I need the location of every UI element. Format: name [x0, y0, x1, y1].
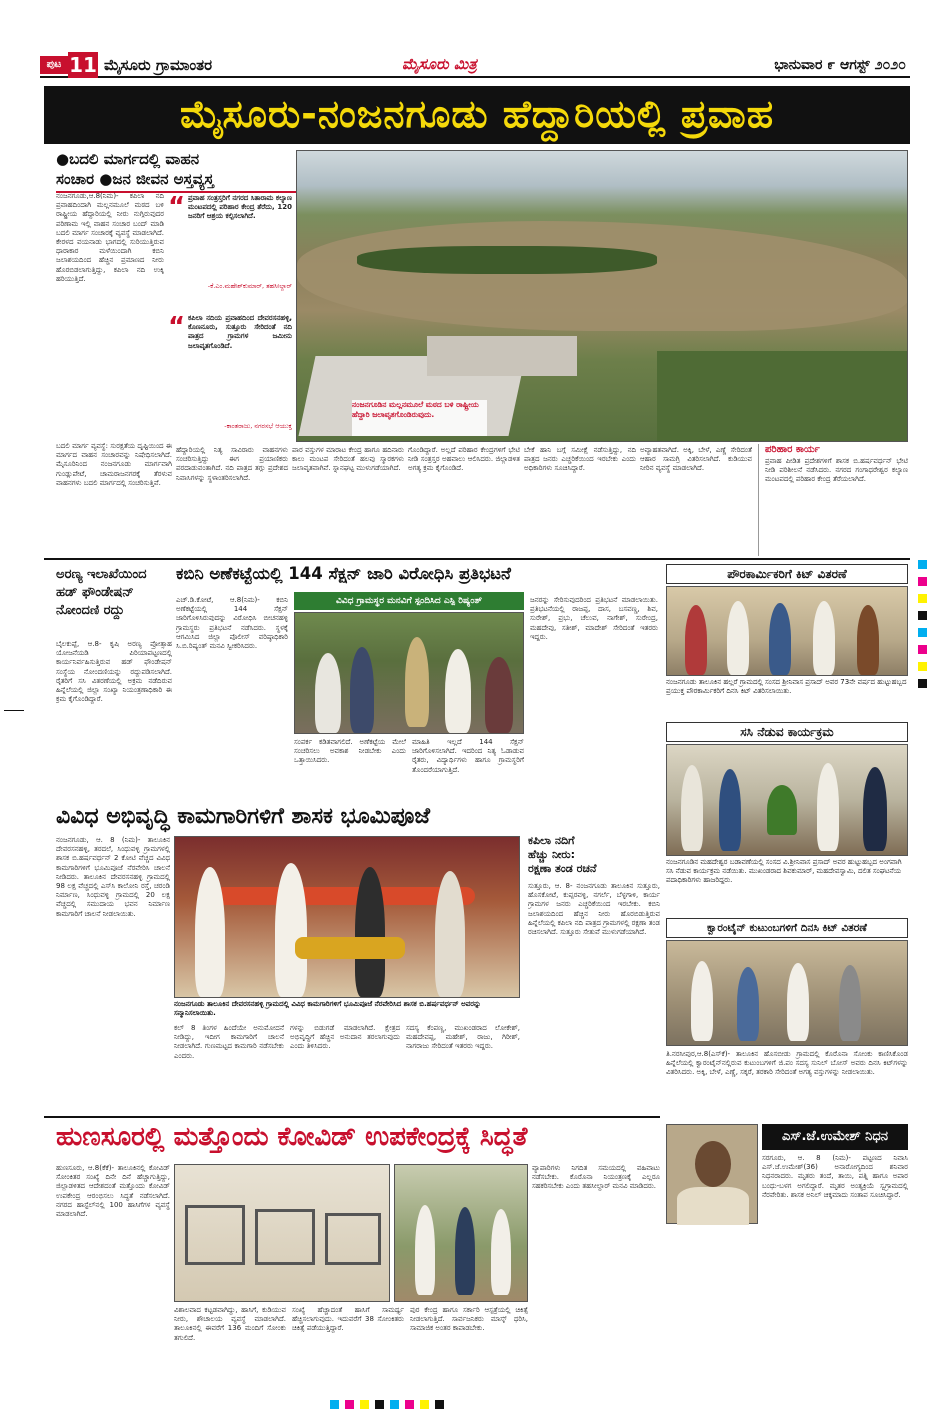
page-number: 11: [69, 53, 97, 77]
person-figure: [435, 871, 465, 997]
person-figure: [727, 601, 749, 675]
cyan-swatch: [390, 1400, 399, 1409]
kapila-headline-line-1: ಕಪಿಲಾ ನದಿಗೆ: [528, 834, 575, 847]
quote-2-box: [168, 314, 294, 438]
quote-2-text: ಕಪಿಲಾ ನದಿಯ ಪ್ರವಾಹದಿಂದ ದೇವರಸನಹಳ್ಳಿ, ಕೊಣನೂರು, ಸುತ್ತೂರು ಸೇರಿದಂತೆ ನದಿ ಪಾತ್ರದ ಗ್ರಾಮಗಳ ಜಮೀನು ಜಲಾವೃತಗೊಂಡಿದೆ.: [188, 314, 292, 350]
works-col-3: ಗಳನ್ನು ಬಿಡುಗಡೆ ಮಾಡಲಾಗಿದೆ. ಕ್ಷೇತ್ರದ ಅಭಿವೃದ್ಧಿಗೆ ಹೆಚ್ಚಿನ ಅನುದಾನ ತರಲಾಗುವುದು ಎಂದು ತಿಳಿಸಿದರು.: [290, 1024, 400, 1051]
protest-photo: [294, 612, 524, 734]
black-swatch: [918, 611, 927, 620]
black-swatch: [435, 1400, 444, 1409]
flood-photo-caption: ನಂಜನಗೂಡಿನ ಮಲ್ಲನಮೂಲೆ ಮಠದ ಬಳಿ ರಾಷ್ಟ್ರೀಯ ಹೆದ್ದಾರಿ ಜಲಾವೃತಗೊಂಡಿರುವುದು.: [352, 400, 487, 436]
person-figure: [769, 603, 791, 675]
person-figure: [415, 1205, 435, 1295]
magenta-swatch: [918, 645, 927, 654]
cyan-swatch: [330, 1400, 339, 1409]
relief-sidebar-title: ಪರಿಹಾರ ಕಾರ್ಯ: [765, 444, 820, 455]
lead-col-6: ಬೇಕೆ ಹಾನಿ ಬಗ್ಗೆ ಸಮೀಕ್ಷೆ ನಡೆಸುತ್ತಿದ್ದು, ನದಿ ಪಾತ್ರದ ಜನರು ಎಚ್ಚರಿಕೆಯಿಂದ ಇರಬೇಕು ಎಂದು ಅಧಿಕಾರಿಗಳು ಸೂಚಿಸಿದ್ದಾರೆ.: [524, 446, 636, 473]
sapling-title: ಸಸಿ ನೆಡುವ ಕಾರ್ಯಕ್ರಮ: [666, 722, 908, 742]
sapling-caption: ನಂಜನಗೂಡಿನ ಮಹದೇಶ್ವರ ಬಡಾವಣೆಯಲ್ಲಿ ಸಂಸದ ವಿ.ಶ್ರೀನಿವಾಸ ಪ್ರಸಾದ್ ಅವರ ಹುಟ್ಟುಹಬ್ಬದ ಅಂಗವಾಗಿ ಸಸಿ ನೆಡುವ ಕಾರ್ಯಕ್ರಮ ನಡೆಯಿತು. ಮುಖಂಡರಾದ ಶಿವಕುಮಾರ್, ಮಹದೇವಸ್ವಾಮಿ, ದಲಿತ ಸಂಘಟನೆಯ ಪದಾಧಿಕಾರಿಗಳು ಹಾಜರಿದ್ದರು.: [666, 858, 908, 914]
person-figure: [275, 863, 307, 997]
page-label: ಪುಟ: [40, 56, 68, 74]
masthead-logo: ಮೈಸೂರು ಮಿತ್ರ: [402, 55, 477, 73]
officer-figure: [405, 637, 429, 727]
officials-photo: [394, 1164, 528, 1302]
obituary-title: ಎಸ್.ಜೆ.ಉಮೇಶ್ ನಿಧನ: [762, 1124, 908, 1150]
works-col-4: ಸದಸ್ಯ ಕೆಂಪಣ್ಣ, ಮುಖಂಡರಾದ ಲೋಕೇಶ್, ಮಹದೇವಪ್ಪ, ಮಹೇಶ್, ರಾಜು, ಗಿರೀಶ್, ನಾಗರಾಜು ಸೇರಿದಂತೆ ಇತರರು ಇದ್ದರು.: [406, 1024, 520, 1051]
pourakarmika-caption: ನಂಜನಗೂಡು ತಾಲೂಕಿನ ಹಲ್ಲರೆ ಗ್ರಾಮದಲ್ಲಿ ಸಂಸದ ಶ್ರೀನಿವಾಸ ಪ್ರಸಾದ್ ಅವರ 73ನೇ ವರ್ಷದ ಹುಟ್ಟುಹಬ್ಬದ ಪ್ರಯುಕ್ತ ಪೌರಕಾರ್ಮಿಕರಿಗೆ ದಿನಸಿ ಕಿಟ್ ವಿತರಿಸಲಾಯಿತು.: [666, 678, 908, 718]
covid-col-5: ವ್ಯಾಪಾರಿಗಳು ನಿಗದಿತ ಸಮಯದಲ್ಲಿ ವಹಿವಾಟು ನಡೆಸಬೇಕು. ಕೊರೊನಾ ನಿಯಂತ್ರಣಕ್ಕೆ ಎಲ್ಲರೂ ಸಹಕರಿಸಬೇಕು ಎಂದು ತಹಸೀಲ್ದಾರ್ ಮನವಿ ಮಾಡಿದರು.: [532, 1164, 660, 1191]
kapila-body: ಸುತ್ತೂರು, ಆ. 8- ನಂಜನಗೂಡು ತಾಲೂಕಿನ ಸುತ್ತೂರು, ಹೊಸಕೋಟೆ, ಕುಪ್ಪರವಳ್ಳಿ, ನಗರ್ಲೆ, ಬೆಳ್ಳಗಾಳಿ, ಕಾರ್ಯ ಗ್ರಾಮಗಳ ಜನರು ಎಚ್ಚರಿಕೆಯಿಂದ ಇರಬೇಕು. ಕಬಿನಿ ಜಲಾಶಯದಿಂದ ಹೆಚ್ಚಿನ ನೀರು ಹೊರಬಿಡುತ್ತಿರುವ ಹಿನ್ನೆಲೆಯಲ್ಲಿ ಕಪಿಲಾ ನದಿ ಪಾತ್ರದ ಗ್ರಾಮಗಳಲ್ಲಿ ರಕ್ಷಣಾ ತಂಡ ರಚಿಸಲಾಗಿದೆ. ಸುತ್ತೂರು ಸೇತುವೆ ಮುಳುಗಡೆಯಾಗಿದೆ.: [528, 882, 660, 937]
crop-mark: [4, 710, 24, 711]
obituary-body: ಸರಗೂರು, ಆ. 8 (ನಿಮ)- ಪಟ್ಟಣದ ನಿವಾಸಿ ಎಸ್.ಜೆ.ಉಮೇಶ್(36) ಅನಾರೋಗ್ಯದಿಂದ ಶನಿವಾರ ನಿಧನರಾದರು. ಮೃತರು ತಂದೆ, ತಾಯಿ, ಪತ್ನಿ ಹಾಗೂ ಅಪಾರ ಬಂಧು-ಬಳಗ ಅಗಲಿದ್ದಾರೆ. ಮೃತರ ಅಂತ್ಯಕ್ರಿಯೆ ಸ್ವಗ್ರಾಮದಲ್ಲಿ ನೆರವೇರಿತು. ಶಾಸಕ ಅನಿಲ್ ಚಿಕ್ಕಮಾದು ಸಂತಾಪ ಸೂಚಿಸಿದ್ದಾರೆ.: [762, 1154, 908, 1199]
pourakarmika-title: ಪೌರಕಾರ್ಮಿಕರಿಗೆ ಕಿಟ್ ವಿತರಣೆ: [666, 564, 908, 584]
quarantine-body: ತಿ.ನರಸೀಪುರ,ಆ.8(ಎಸ್‌ಕೆ)- ತಾಲೂಕಿನ ಹೊಸಬೀಡು ಗ್ರಾಮದಲ್ಲಿ ಕೊರೊನಾ ಸೋಂಕು ಕಾಣಿಸಿಕೊಂಡ ಹಿನ್ನೆಲೆಯಲ್ಲಿ ಕ್ವಾರಂಟೈನ್‌ನಲ್ಲಿರುವ ಕುಟುಂಬಗಳಿಗೆ ಜಿ.ಪಂ ಸದಸ್ಯ ಸುನಿಲ್ ಬೋಸ್ ಅವರು ದಿನಸಿ ಕಿಟ್‌ಗಳನ್ನು ವಿತರಿಸಿದರು. ಅಕ್ಕಿ, ಬೇಳೆ, ಎಣ್ಣೆ, ಸಕ್ಕರೆ, ತರಕಾರಿ ಸೇರಿದಂತೆ ಅಗತ್ಯ ವಸ್ತುಗಳನ್ನು ನೀಡಲಾಯಿತು.: [666, 1050, 908, 1077]
person-figure: [813, 601, 835, 675]
person-figure: [691, 961, 713, 1041]
quarantine-photo: [666, 940, 908, 1046]
person-figure: [817, 763, 839, 851]
cyan-swatch: [918, 628, 927, 637]
magenta-swatch: [405, 1400, 414, 1409]
kapila-headline-line-2: ಹೆಚ್ಚು ನೀರು:: [528, 848, 575, 861]
person-figure: [491, 1209, 511, 1295]
person-figure: [737, 967, 759, 1041]
yellow-swatch: [918, 662, 927, 671]
portrait-shoulders: [677, 1187, 749, 1225]
obituary-portrait: [666, 1124, 758, 1224]
crowd-figure: [445, 649, 471, 733]
quote-1-box: [168, 194, 294, 306]
quote-1-text: ಪ್ರವಾಹ ಸಂತ್ರಸ್ತರಿಗೆ ನಗರದ ಸಿತಾರಾಮ ಕಲ್ಯಾಣ ಮಂಟಪದಲ್ಲಿ ಪರಿಹಾರ ಕೇಂದ್ರ ತೆರೆದು, 120 ಜನರಿಗೆ ಆಶ್ರಯ ಕಲ್ಪಿಸಲಾಗಿದೆ.: [188, 194, 292, 221]
quote-mark-icon: “: [168, 192, 186, 222]
kabini-photo-banner: ವಿವಿಧ ಗ್ರಾಮಸ್ಥರ ಮನವಿಗೆ ಸ್ಪಂದಿಸಿದ ಎಸ್ಪಿ ರಿಷ್ಯಂತ್: [294, 592, 524, 610]
crowd-figure: [350, 647, 374, 733]
person-figure: [857, 605, 879, 675]
lead-body: ನಂಜನಗೂಡು,ಆ.8(ನಿಮ)- ಕಪಿಲಾ ನದಿ ಪ್ರವಾಹದಿಂದಾಗಿ ಮಲ್ಲನಮೂಲೆ ಮಠದ ಬಳಿ ರಾಷ್ಟ್ರೀಯ ಹೆದ್ದಾರಿಯಲ್ಲಿ ನೀರು ನುಗ್ಗಿರುವುದರ ಪರಿಣಾಮ ಇಲ್ಲಿ ವಾಹನ ಸಂಚಾರ ಬಂದ್ ಮಾಡಿ ಬದಲಿ ಮಾರ್ಗ ಸಂಚಾರಕ್ಕೆ ವ್ಯವಸ್ಥೆ ಮಾಡಲಾಗಿದೆ. ಕೇರಳದ ವಯನಾಡು ಭಾಗದಲ್ಲಿ ಸುರಿಯುತ್ತಿರುವ ಧಾರಾಕಾರ ಮಳೆಯಿಂದಾಗಿ ಕಬಿನಿ ಜಲಾಶಯದಿಂದ ಹೆಚ್ಚಿನ ಪ್ರಮಾಣದ ನೀರು ಹೊರಬಿಡಲಾಗುತ್ತಿದ್ದು, ಕಪಿಲಾ ನದಿ ಉಕ್ಕಿ ಹರಿಯುತ್ತಿದೆ.: [56, 192, 164, 283]
person-figure: [195, 867, 225, 997]
relief-sidebar-body: ಪ್ರವಾಹ ಪೀಡಿತ ಪ್ರದೇಶಗಳಿಗೆ ಶಾಸಕ ಬಿ.ಹರ್ಷವರ್ಧನ್ ಭೇಟಿ ನೀಡಿ ಪರಿಶೀಲನೆ ನಡೆಸಿದರು. ನಗರದ ಗಂಗಾಧರೇಶ್ವರ ಕಲ್ಯಾಣ ಮಂಟಪದಲ್ಲಿ ಪರಿಹಾರ ಕೇಂದ್ರ ತೆರೆಯಲಾಗಿದೆ.: [765, 457, 908, 484]
person-figure: [863, 767, 887, 851]
kabini-col-3: ಮಾಹಿತಿ ಇಲ್ಲದೆ 144 ಸೆಕ್ಷನ್ ಜಾರಿಗೊಳಿಸಲಾಗಿದೆ. ಇದರಿಂದ ನಿತ್ಯ ಓಡಾಡುವ ರೈತರು, ವಿದ್ಯಾರ್ಥಿಗಳು ಹಾಗೂ ಗ್ರಾಮಸ್ಥರಿಗೆ ತೊಂದರೆಯಾಗುತ್ತಿದೆ.: [412, 738, 524, 774]
person-figure: [681, 765, 703, 851]
quote-2-author: -ಕಾಂತರಾಜು, ನಗರಸಭೆ ಆಯುಕ್ತ: [224, 422, 292, 430]
lead-headline: ಮೈಸೂರು-ನಂಜನಗೂಡು ಹೆದ್ದಾರಿಯಲ್ಲಿ ಪ್ರವಾಹ: [179, 92, 775, 136]
section-divider: [44, 558, 910, 560]
person-figure: [455, 1207, 475, 1295]
quarantine-title: ಕ್ವಾರಂಟೈನ್ ಕುಟುಂಬಗಳಿಗೆ ದಿನಸಿ ಕಿಟ್ ವಿತರಣೆ: [666, 918, 908, 938]
side-registration-bar: [918, 560, 928, 860]
lead-col-2: ಬದಲಿ ಮಾರ್ಗ ವ್ಯವಸ್ಥೆ: ಸುರಕ್ಷತೆಯ ದೃಷ್ಟಿಯಿಂದ ಈ ಮಾರ್ಗದ ವಾಹನ ಸಂಚಾರವನ್ನು ನಿಷೇಧಿಸಲಾಗಿದೆ. ಮೈಸೂರಿನಿಂದ ನಂಜನಗೂಡು ಮಾರ್ಗವಾಗಿ ಗುಂಡ್ಲುಪೇಟೆ, ಚಾಮರಾಜನಗರಕ್ಕೆ ತೆರಳುವ ವಾಹನಗಳು ಬದಲಿ ಮಾರ್ಗದಲ್ಲಿ ಸಂಚರಿಸುತ್ತಿವೆ.: [56, 442, 172, 487]
river-water: [297, 221, 908, 331]
person-figure: [355, 867, 385, 997]
building-roof-2: [427, 336, 577, 376]
bunk-bed: [325, 1213, 381, 1265]
lead-col-5: ಗೊಂಡಿದ್ದಾರೆ. ಅಲ್ಲದೆ ಪರಿಹಾರ ಕೇಂದ್ರಗಳಿಗೆ ಭೇಟಿ ನೀಡಿ ಸಂತ್ರಸ್ತರ ಅಹವಾಲು ಆಲಿಸಿದರು. ಜಿಲ್ಲಾಡಳಿತ ಅಗತ್ಯ ಕ್ರಮ ಕೈಗೊಂಡಿದೆ.: [408, 446, 520, 473]
yellow-swatch: [360, 1400, 369, 1409]
flood-photo: [296, 150, 908, 442]
covid-col-2: ವಿಶಾಲವಾದ ಕಟ್ಟಡವಾಗಿದ್ದು, ಹಾಸಿಗೆ, ಕುಡಿಯುವ ನೀರು, ಶೌಚಾಲಯ ವ್ಯವಸ್ಥೆ ಮಾಡಲಾಗಿದೆ. ತಾಲೂಕಿನಲ್ಲಿ ಈವರೆಗೆ 136 ಮಂದಿಗೆ ಸೋಂಕು ತಗುಲಿದೆ.: [174, 1306, 286, 1342]
lead-col-3: ಹೆದ್ದಾರಿಯಲ್ಲಿ ನಿತ್ಯ ಸಾವಿರಾರು ವಾಹನಗಳು ಸಂಚರಿಸುತ್ತಿದ್ದು ಈಗ ಪ್ರಯಾಣಿಕರು ಪರದಾಡುವಂತಾಗಿದೆ. ನದಿ ಪಾತ್ರದ ತಗ್ಗು ಪ್ರದೇಶದ ನಿವಾಸಿಗಳನ್ನು ಸ್ಥಳಾಂತರಿಸಲಾಗಿದೆ.: [176, 446, 288, 482]
issue-date: ಭಾನುವಾರ ೯ ಆಗಸ್ಟ್ ೨೦೨೦: [774, 57, 906, 73]
kabini-caption: ಸಂಪರ್ಕ ಕಡಿತವಾಗಲಿದೆ. ಅಣೆಕಟ್ಟೆಯ ಮೇಲೆ ಸಂಚರಿಸಲು ಅವಕಾಶ ನೀಡಬೇಕು ಎಂದು ಒತ್ತಾಯಿಸಿದರು.: [294, 738, 406, 765]
bunk-bed: [255, 1209, 315, 1265]
works-headline: ವಿವಿಧ ಅಭಿವೃದ್ಧಿ ಕಾಮಗಾರಿಗಳಿಗೆ ಶಾಸಕ ಭೂಮಿಪೂಜೆ: [56, 804, 431, 829]
crowd-figure: [485, 657, 513, 733]
yellow-swatch: [420, 1400, 429, 1409]
relief-sidebar: [758, 444, 908, 556]
lead-subhead-1: ●ಬದಲಿ ಮಾರ್ಗದಲ್ಲಿ ವಾಹನ: [56, 150, 200, 168]
kabini-body: ಎಚ್.ಡಿ.ಕೋಟೆ, ಆ.8(ನಿಮ)- ಕಬಿನಿ ಅಣೆಕಟ್ಟೆಯಲ್ಲಿ 144 ಸೆಕ್ಷನ್ ಜಾರಿಗೊಳಿಸಿರುವುದನ್ನು ವಿರೋಧಿಸಿ ಬೀಚನಹಳ್ಳಿ ಗ್ರಾಮಸ್ಥರು ಪ್ರತಿಭಟನೆ ನಡೆಸಿದರು. ಸ್ಥಳಕ್ಕೆ ಆಗಮಿಸಿದ ಜಿಲ್ಲಾ ಪೊಲೀಸ್ ವರಿಷ್ಠಾಧಿಕಾರಿ ಸಿ.ಬಿ.ರಿಷ್ಯಂತ್ ಮನವಿ ಸ್ವೀಕರಿಸಿದರು.: [176, 596, 288, 651]
sapling-photo: [666, 744, 908, 856]
quote-mark-icon: “: [168, 312, 186, 342]
crowd-figure: [315, 653, 341, 733]
covid-col-3: ಸಂಖ್ಯೆ ಹೆಚ್ಚಾದಂತೆ ಹಾಸಿಗೆ ಸಾಮರ್ಥ್ಯ ಹೆಚ್ಚಿಸಲಾಗುವುದು. ಇದುವರೆಗೆ 38 ಸೋಂಕಿತರು ಚಿಕಿತ್ಸೆ ಪಡೆಯುತ್ತಿದ್ದಾರೆ.: [292, 1306, 404, 1333]
hostel-beds-photo: [174, 1164, 390, 1302]
ritual-pots: [295, 937, 405, 959]
bunk-bed: [185, 1205, 245, 1265]
lead-headline-bar: [44, 86, 910, 144]
section-divider: [44, 1116, 660, 1118]
bhoomi-pooja-photo: [174, 836, 520, 998]
green-field: [657, 351, 908, 442]
works-body: ನಂಜನಗೂಡು, ಆ. 8 (ನಿಮ)- ತಾಲೂಕಿನ ದೇವರಸನಹಳ್ಳಿ, ತರದಲೆ, ಸಿಂಧುವಳ್ಳಿ ಗ್ರಾಮಗಳಲ್ಲಿ ಶಾಸಕ ಬಿ.ಹರ್ಷವರ್ಧನ್ 2 ಕೋಟಿ ವೆಚ್ಚದ ವಿವಿಧ ಕಾಮಗಾರಿಗಳಿಗೆ ಭೂಮಿಪೂಜೆ ನೆರವೇರಿಸಿ ಚಾಲನೆ ನೀಡಿದರು. ತಾಲೂಕಿನ ದೇವರಸನಹಳ್ಳಿ ಗ್ರಾಮದಲ್ಲಿ 98 ಲಕ್ಷ ವೆಚ್ಚದಲ್ಲಿ ಎಸ್‌ಸಿ ಕಾಲೋನಿ ರಸ್ತೆ, ಚರಂಡಿ ನಿರ್ಮಾಣ, ಸಿಂಧುವಳ್ಳಿ ಗ್ರಾಮದಲ್ಲಿ 20 ಲಕ್ಷ ವೆಚ್ಚದಲ್ಲಿ ಸಮುದಾಯ ಭವನ ನಿರ್ಮಾಣ ಕಾಮಗಾರಿಗೆ ಚಾಲನೆ ನೀಡಲಾಯಿತು.: [56, 836, 170, 918]
lead-subhead-2: ಸಂಚಾರ ●ಜನ ಜೀವನ ಅಸ್ತವ್ಯಸ್ತ: [56, 170, 296, 193]
forest-body: ಬೈಲಕುಪ್ಪೆ, ಆ.8- ಕೃಷಿ ಅರಣ್ಯ ಪ್ರೋತ್ಸಾಹ ಯೋಜನೆಯಡಿ ಪಿರಿಯಾಪಟ್ಟಣದಲ್ಲಿ ಕಾರ್ಯನಿರ್ವಹಿಸುತ್ತಿರುವ ಹಡ್ ಫೌಂಡೇಷನ್ ಸಂಸ್ಥೆಯ ನೋಂದಣಿಯನ್ನು ರದ್ದುಪಡಿಸಲಾಗಿದೆ. ರೈತರಿಗೆ ಸಸಿ ವಿತರಣೆಯಲ್ಲಿ ಅಕ್ರಮ ನಡೆದಿರುವ ಹಿನ್ನೆಲೆಯಲ್ಲಿ ಜಿಲ್ಲಾ ಸಂಖ್ಯಾ ನಿಯಂತ್ರಣಾಧಿಕಾರಿ ಈ ಕ್ರಮ ಕೈಗೊಂಡಿದ್ದಾರೆ.: [56, 640, 172, 704]
sapling-plant: [767, 785, 797, 835]
section-name: ಮೈಸೂರು ಗ್ರಾಮಾಂತರ: [104, 56, 213, 74]
kabini-col-4: ಜನರನ್ನು ಸೇರಿಸುವುದರಿಂದ ಪ್ರತಿಭಟನೆ ಮಾಡಲಾಯಿತು. ಪ್ರತಿಭಟನೆಯಲ್ಲಿ ರಾಜಪ್ಪ, ದಾಸ, ಬಸವಣ್ಣ, ಶಿವ, ಸುರೇಶ್, ಪ್ರಭು, ಚೆಲುವ, ನಾಗೇಶ್, ಸುರೇಂದ್ರ, ಮಹದೇವು, ಸತೀಶ್, ಮಾದೇಶ್ ಸೇರಿದಂತೆ ಇತರರು ಇದ್ದರು.: [530, 596, 658, 641]
person-figure: [719, 769, 741, 851]
black-swatch: [918, 679, 927, 688]
forest-headline: ಅರಣ್ಯ ಇಲಾಖೆಯಿಂದ ಹಡ್ ಫೌಂಡೇಷನ್ ನೋಂದಣಿ ರದ್ದು: [56, 567, 147, 618]
person-figure: [787, 963, 809, 1041]
kapila-headline-line-3: ರಕ್ಷಣಾ ತಂಡ ರಚನೆ: [528, 862, 597, 875]
magenta-swatch: [918, 577, 927, 586]
magenta-swatch: [345, 1400, 354, 1409]
kabini-headline: ಕಬಿನಿ ಅಣೆಕಟ್ಟೆಯಲ್ಲಿ 144 ಸೆಕ್ಷನ್ ಜಾರಿ ವಿರೋಧಿಸಿ ಪ್ರತಿಭಟನೆ: [176, 564, 511, 583]
black-swatch: [375, 1400, 384, 1409]
lead-col-4: ಪಾರ ವಸ್ತುಗಳ ಮಾರಾಟ ಕೇಂದ್ರ ಹಾಗೂ ಹದಿನಾರು ಕಾಲು ಮಂಟಪ ಸೇರಿದಂತೆ ಹಲವು ಸ್ಮಾರಕಗಳು ಜಲಾವೃತವಾಗಿವೆ. ಸ್ನಾನಘಟ್ಟ ಮುಳುಗಡೆಯಾಗಿದೆ.: [292, 446, 404, 473]
portrait-face: [695, 1141, 731, 1187]
covid-headline: ಹುಣಸೂರಲ್ಲಿ ಮತ್ತೊಂದು ಕೋವಿಡ್ ಉಪಕೇಂದ್ರಕ್ಕೆ ಸಿದ್ಧತೆ: [56, 1122, 528, 1152]
yellow-swatch: [918, 594, 927, 603]
works-caption: ನಂಜನಗೂಡು ತಾಲೂಕಿನ ದೇವರಸನಹಳ್ಳಿ ಗ್ರಾಮದಲ್ಲಿ ವಿವಿಧ ಕಾಮಗಾರಿಗಳಿಗೆ ಭೂಮಿಪೂಜೆ ನೆರವೇರಿಸಿದ ಶಾಸಕ ಬಿ.ಹರ್ಷವರ್ಧನ್ ಅವರನ್ನು ಸನ್ಮಾನಿಸಲಾಯಿತು.: [174, 1000, 520, 1020]
color-registration-bar: [330, 1400, 620, 1410]
cyan-swatch: [918, 560, 927, 569]
person-figure: [685, 605, 707, 675]
kit-distribution-photo: [666, 586, 908, 676]
covid-body: ಹುಣಸೂರು, ಆ.8(ಕೆಕೆ)- ತಾಲೂಕಿನಲ್ಲಿ ಕೋವಿಡ್ ಸೋಂಕಿತರ ಸಂಖ್ಯೆ ದಿನೇ ದಿನೆ ಹೆಚ್ಚಾಗುತ್ತಿದ್ದು, ಜಿಲ್ಲಾಡಳಿತದ ಆದೇಶದಂತೆ ಮತ್ತೊಂದು ಕೋವಿಡ್ ಉಪಕೇಂದ್ರ ಆರಂಭಿಸಲು ಸಿದ್ಧತೆ ನಡೆಸಲಾಗಿದೆ. ನಗರದ ಹಾಸ್ಟೆಲ್‌ನಲ್ಲಿ 100 ಹಾಸಿಗೆಗಳ ವ್ಯವಸ್ಥೆ ಮಾಡಲಾಗಿದೆ.: [56, 1164, 170, 1219]
person-figure: [839, 965, 861, 1041]
lead-col-7: ಅವ್ಯಾಹತವಾಗಿದೆ. ಅಕ್ಕಿ, ಬೇಳೆ, ಎಣ್ಣೆ ಸೇರಿದಂತೆ ಆಹಾರ ಸಾಮಗ್ರಿ ವಿತರಿಸಲಾಗಿದೆ. ಕುಡಿಯುವ ನೀರಿನ ವ್ಯವಸ್ಥೆ ಮಾಡಲಾಗಿದೆ.: [640, 446, 752, 473]
kapila-headline: [528, 834, 660, 876]
works-col-2: ಕಲ್ 8 ತಿಂಗಳ ಹಿಂದೆಯೇ ಅನುಮೋದನೆ ನೀಡಿದ್ದು, ಇದೀಗ ಕಾಮಗಾರಿಗೆ ಚಾಲನೆ ನೀಡಲಾಗಿದೆ. ಗುಣಮಟ್ಟದ ಕಾಮಗಾರಿ ನಡೆಸಬೇಕು ಎಂದರು.: [174, 1024, 284, 1060]
page-header: [40, 52, 910, 78]
tree-line: [357, 246, 657, 274]
quote-1-author: -ಕೆ.ಎಂ.ಮಹೇಶ್‌ಕುಮಾರ್, ತಹಸೀಲ್ದಾರ್: [207, 282, 292, 290]
covid-col-4: ಪುರ ಕೇಂದ್ರ ಹಾಗೂ ಸರ್ಕಾರಿ ಆಸ್ಪತ್ರೆಯಲ್ಲಿ ಚಿಕಿತ್ಸೆ ನೀಡಲಾಗುತ್ತಿದೆ. ಸಾರ್ವಜನಿಕರು ಮಾಸ್ಕ್ ಧರಿಸಿ, ಸಾಮಾಜಿಕ ಅಂತರ ಕಾಪಾಡಬೇಕು.: [410, 1306, 528, 1333]
